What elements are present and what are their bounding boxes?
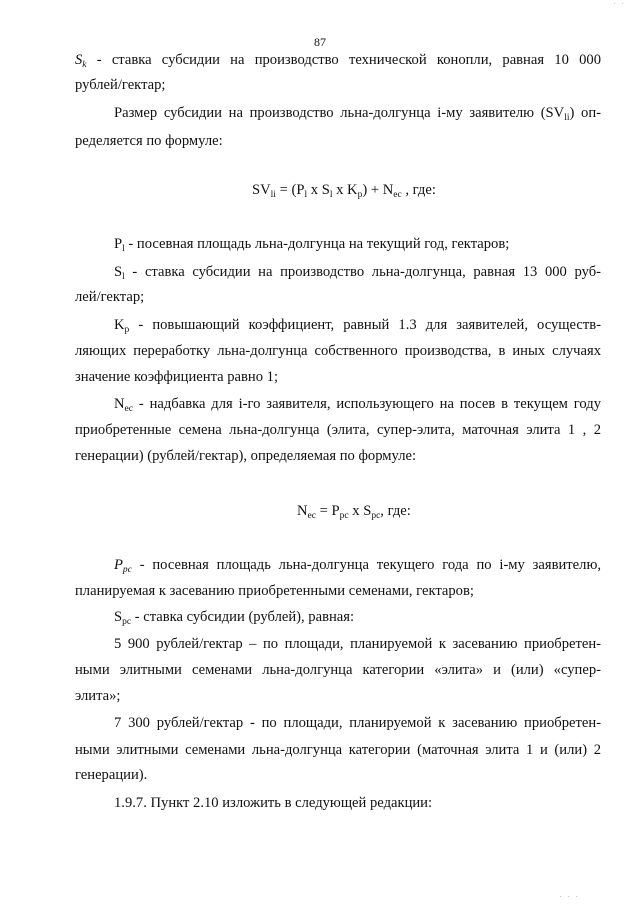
scan-mark-bottom: · · · — [559, 893, 580, 901]
spc-text: - ставка субсидии (рублей), равная: — [131, 609, 355, 625]
ppc-definition-line2: планируемая к засеванию приобретенными семенами, гектаров; — [75, 583, 474, 599]
pl-definition — [114, 234, 509, 254]
sl-definition-line2: лей/гектар; — [75, 289, 145, 305]
kp-definition-line2: ляющих переработку льна-долгунца собственного производства, в иных случаях — [75, 343, 601, 359]
f2-s: x S — [348, 503, 372, 519]
ppc-sub: pc — [122, 565, 132, 575]
kp-definition-line1 — [114, 315, 601, 335]
f1-p-sub: l — [304, 190, 308, 200]
sl-definition-line1 — [114, 262, 601, 282]
f2-n-sub: ec — [307, 511, 316, 521]
sk-definition-line2: рублей/гектар; — [75, 77, 166, 93]
spc-var: S — [114, 609, 123, 625]
ppc-text: - посевная площадь льна-долгунца текущего года по i-му заявителю, — [131, 557, 601, 573]
f1-p: = (P — [275, 182, 305, 198]
rate2-line3: генерации). — [75, 767, 148, 783]
formula-nec — [297, 501, 411, 521]
nec-definition-line3: генерации) (рублей/гектар), определяемая по формуле: — [75, 448, 417, 464]
intro-text-a: Размер субсидии на производство льна-долгунца i-му заявителю (SV — [114, 105, 565, 121]
pl-sub: l — [122, 244, 125, 254]
pl-var: P — [114, 236, 123, 252]
f2-n: N — [297, 503, 308, 519]
rate2-line2: ными элитными семенами льна-долгунца категории (маточная элита 1 и (или) 2 — [75, 742, 601, 758]
intro-text-b: ) оп- — [569, 105, 601, 121]
nec-sub: ec — [124, 404, 133, 414]
f1-k-sub: p — [357, 190, 363, 200]
ppc-var: P — [114, 557, 123, 573]
f2-tail: , где: — [380, 503, 411, 519]
sk-var: S — [75, 52, 83, 68]
scan-mark-top: · · — [613, 0, 626, 8]
spc-sub: pc — [122, 617, 132, 627]
nec-text: - надбавка для i-го заявителя, использующего на посев в текущем году — [132, 396, 601, 412]
intro-sub: li — [564, 113, 570, 123]
rate1-line2: ными элитными семенами льна-долгунца категории «элита» и (или) «супер- — [75, 662, 601, 678]
f1-n: ) + N — [362, 182, 394, 198]
f1-s: x S — [307, 182, 330, 198]
pl-text: - посевная площадь льна-долгунца на текущий год, гектаров; — [124, 236, 510, 252]
f2-s-sub: pc — [371, 511, 381, 521]
nec-var: N — [114, 396, 125, 412]
rate1-line3: элита»; — [75, 688, 121, 704]
f1-tail: , где: — [401, 182, 436, 198]
nec-definition-line2: приобретенные семена льна-долгунца (элита, супер-элита, маточная элита 1 , 2 — [75, 422, 601, 438]
rate2-line1: 7 300 рублей/гектар - по площади, планируемой к засеванию приобретен- — [114, 715, 601, 731]
f1-sv-sub: li — [270, 190, 276, 200]
f2-p: = P — [315, 503, 340, 519]
intro-line1 — [114, 103, 601, 123]
formula-sv — [252, 180, 436, 200]
sl-var: S — [114, 264, 123, 280]
intro-line2: ределяется по формуле: — [75, 133, 223, 149]
f2-p-sub: pc — [339, 511, 349, 521]
rate1-line1: 5 900 рублей/гектар – по площади, планируемой к засеванию приобретен- — [114, 636, 601, 652]
spc-definition — [114, 607, 354, 627]
ppc-definition-line1 — [114, 555, 601, 575]
kp-sub: p — [124, 325, 130, 335]
f1-n-sub: ec — [393, 190, 402, 200]
kp-text: - повышающий коэффициент, равный 1.3 для заявителей, осуществ- — [129, 317, 601, 333]
f1-k: x K — [332, 182, 358, 198]
kp-var: K — [114, 317, 125, 333]
f1-sv: SV — [252, 182, 271, 198]
page-number: 87 — [314, 35, 326, 49]
kp-definition-line3: значение коэффициента равно 1; — [75, 369, 279, 385]
sl-sub: l — [122, 272, 125, 282]
sk-definition-line1 — [75, 50, 601, 70]
f1-s-sub: l — [329, 190, 333, 200]
nec-definition-line1 — [114, 394, 601, 414]
sk-text: - ставка субсидии на производство технической конопли, равная 10 000 — [86, 52, 601, 68]
sk-sub: k — [82, 60, 87, 70]
sl-text: - ставка субсидии на производство льна-долгунца, равная 13 000 руб- — [124, 264, 601, 280]
item-1-9-7: 1.9.7. Пункт 2.10 изложить в следующей редакции: — [114, 795, 433, 811]
